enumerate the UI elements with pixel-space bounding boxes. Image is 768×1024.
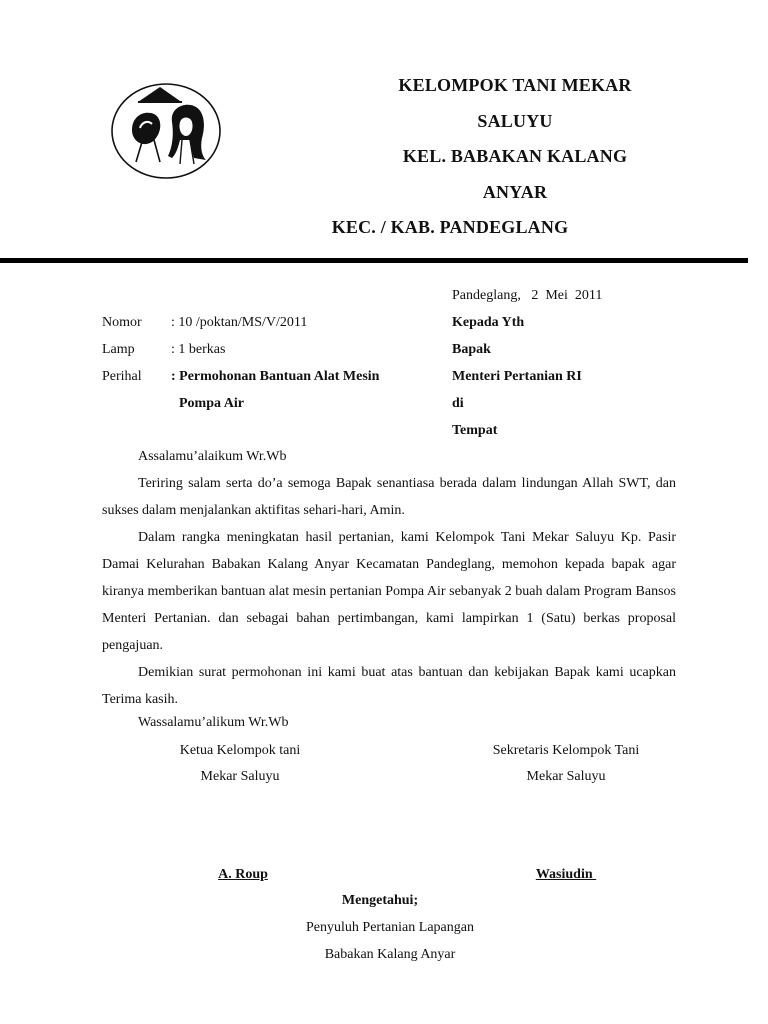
meta-label-perihal: Perihal — [102, 369, 142, 384]
recipient-line-5: Tempat — [452, 423, 498, 438]
letterhead-line-2: SALUYU — [477, 111, 553, 131]
letterhead-line-5: KEC. / KAB. PANDEGLANG — [331, 217, 569, 237]
left-signatory-name: A. Roup — [218, 867, 268, 882]
body-paragraph-2 — [102, 524, 676, 659]
acknowledge-label: Mengetahui; — [341, 893, 419, 908]
body-paragraph-2-text: Dalam rangka meningkatan hasil pertanian, kami Kelompok Tani Mekar Saluyu Kp. Pasir Damai Kelurahan Babakan Kalang Anyar Kecamatan Pandeglang, memohon kepada bapak agar kiranya memberikan bantuan alat mesin pertanian Pompa Air sebanyak 2 buah dalam Program Bansos Menteri Pertanian. dan sebagai bahan pertimbangan, kami lampirkan 1 (Satu) berkas proposal pengajuan. — [102, 530, 676, 653]
right-signatory-role: Sekretaris Kelompok Tani — [492, 743, 640, 758]
closing: Wassalamu’alikum Wr.Wb — [138, 715, 289, 730]
recipient-line-4: di — [452, 396, 464, 411]
recipient-line-1: Kepada Yth — [452, 315, 525, 330]
body-paragraph-3 — [102, 659, 676, 713]
acknowledge-place: Babakan Kalang Anyar — [324, 947, 456, 962]
meta-label-nomor: Nomor — [102, 315, 142, 330]
letter-date: Pandeglang, 2 Mei 2011 — [452, 288, 603, 303]
letterhead-line-1: KELOMPOK TANI MEKAR — [398, 75, 632, 95]
letterhead-divider — [0, 258, 748, 263]
meta-value-nomor: : 10 /poktan/MS/V/2011 — [171, 315, 308, 330]
body-paragraph-3-text: Demikian surat permohonan ini kami buat atas bantuan dan kebijakan Bapak kami ucapkan Terima kasih. — [102, 665, 676, 707]
body-paragraph-1-text: Teriring salam serta do’a semoga Bapak senantiasa berada dalam lindungan Allah SWT, dan sukses dalam menjalankan aktifitas sehari-hari, Amin. — [102, 476, 676, 518]
left-signatory-org: Mekar Saluyu — [200, 769, 280, 784]
meta-label-lamp: Lamp — [102, 342, 135, 357]
greeting: Assalamu’alaikum Wr.Wb — [138, 449, 287, 464]
recipient-line-2: Bapak — [452, 342, 491, 357]
right-signatory-org: Mekar Saluyu — [526, 769, 606, 784]
letterhead-line-3: KEL. BABAKAN KALANG — [402, 146, 628, 166]
body-paragraph-1 — [102, 470, 676, 524]
recipient-line-3: Menteri Pertanian RI — [452, 369, 582, 384]
acknowledge-role: Penyuluh Pertanian Lapangan — [306, 920, 474, 935]
meta-value-perihal: : Permohonan Bantuan Alat Mesin — [171, 369, 380, 384]
organization-logo — [110, 82, 222, 180]
right-signatory-name: Wasiudin — [535, 867, 597, 882]
meta-value-perihal-cont: Pompa Air — [179, 396, 244, 411]
letterhead-line-4: ANYAR — [482, 182, 548, 202]
left-signatory-role: Ketua Kelompok tani — [179, 743, 301, 758]
meta-value-lamp: : 1 berkas — [171, 342, 226, 357]
